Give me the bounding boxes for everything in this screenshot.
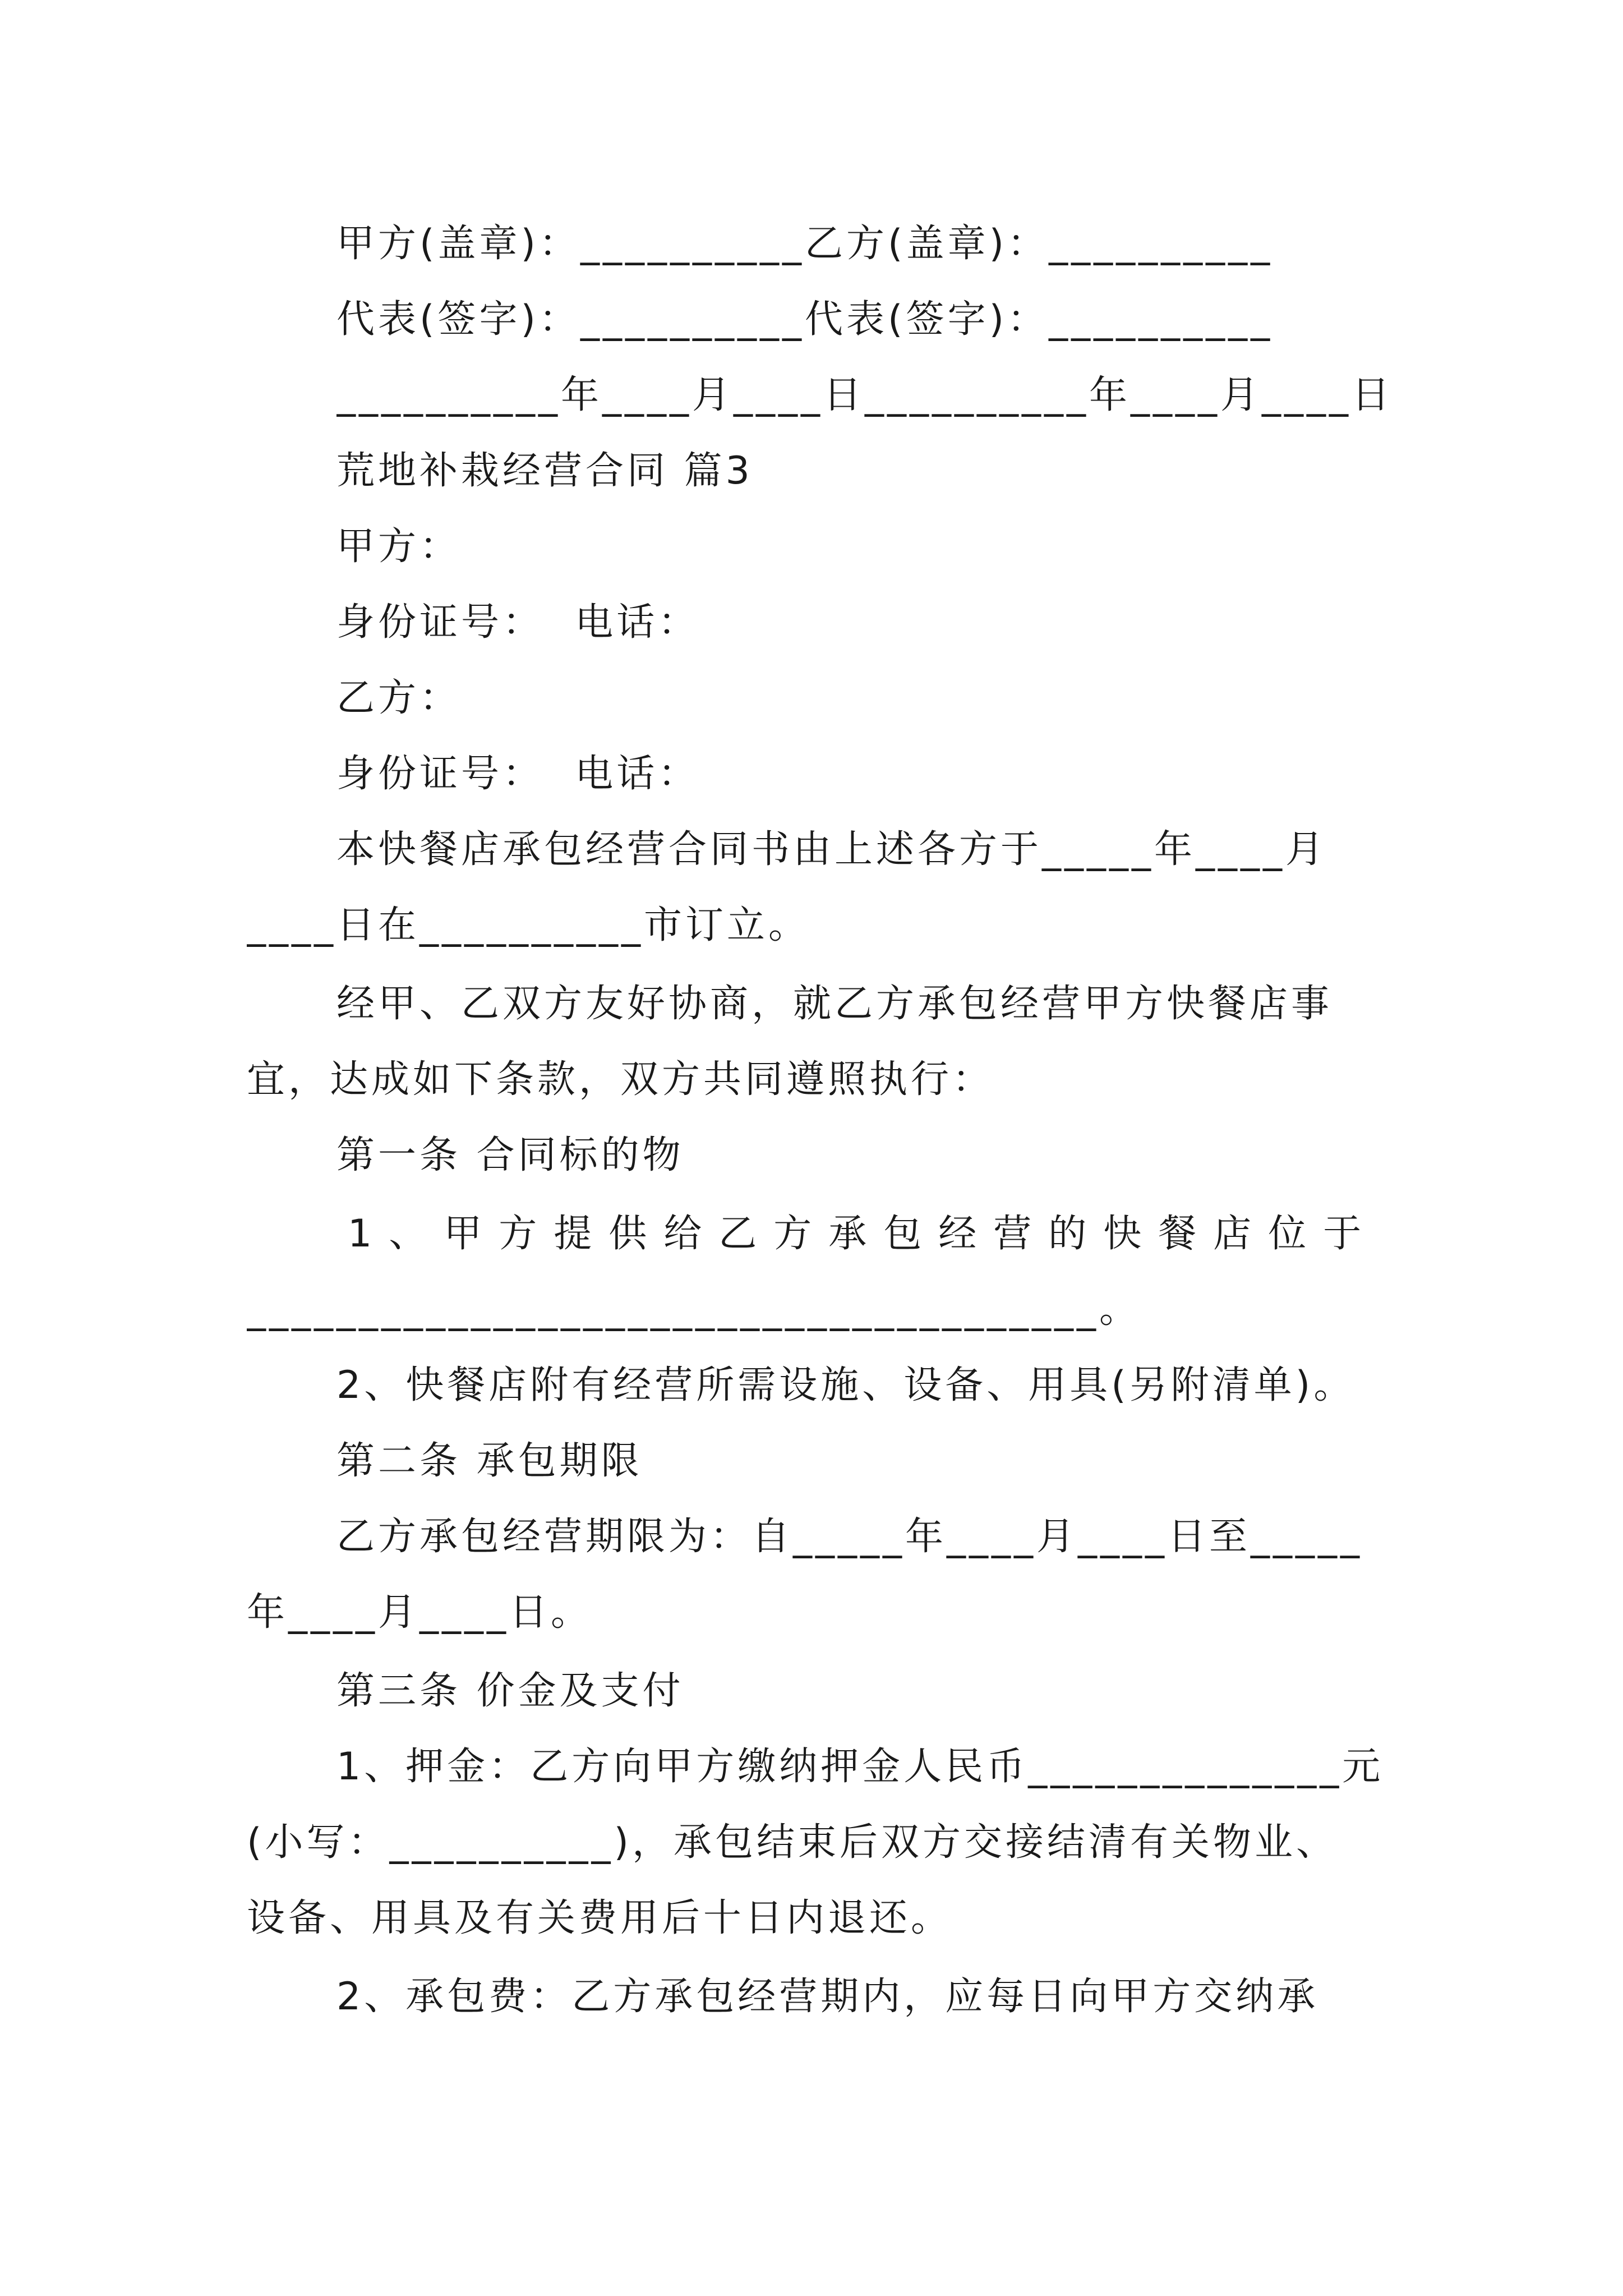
section-title: 荒地补栽经营合同 篇3 [336,449,753,493]
contract-intro-line-1: 本快餐店承包经营合同书由上述各方于_____年____月 [336,827,1327,872]
article-2-term-line-2: 年____月____日。 [247,1590,593,1635]
article-3-deposit-line-3: 设备、用具及有关费用后十日内退还。 [247,1896,953,1940]
negotiation-line-2: 宜，达成如下条款，双方共同遵照执行： [247,1057,994,1102]
contract-intro-line-2: ____日在__________市订立。 [247,903,810,947]
party-b-label: 乙方： [336,676,462,720]
negotiation-line-1: 经甲、乙双方友好协商，就乙方承包经营甲方快餐店事 [336,982,1333,1026]
article-1-item-1-line-2: ______________________________________。 [247,1287,1141,1332]
article-3-heading: 第三条 价金及支付 [336,1669,684,1713]
party-a-id-phone: 身份证号： 电话： [336,600,700,645]
article-3-deposit-line-1: 1、押金：乙方向甲方缴纳押金人民币______________元 [336,1745,1384,1789]
article-2-heading: 第二条 承包期限 [336,1439,643,1483]
article-2-term-line-1: 乙方承包经营期限为：自_____年____月____日至_____ [336,1515,1363,1559]
party-a-seal-line: 甲方(盖章)：__________乙方(盖章)：__________ [336,222,1274,266]
article-3-deposit-line-2: (小写：__________)，承包结束后双方交接结清有关物业、 [247,1820,1338,1865]
party-a-label: 甲方： [336,524,462,569]
article-1-heading: 第一条 合同标的物 [336,1133,684,1177]
party-b-id-phone: 身份证号： 电话： [336,752,700,796]
article-1-item-1-line-1: 1、甲方提供给乙方承包经营的快餐店位于 [348,1212,1378,1256]
article-3-fee-line-1: 2、承包费：乙方承包经营期内，应每日向甲方交纳承 [336,1975,1319,2019]
date-line: __________年____月____日__________年____月____日 [336,373,1394,417]
representative-sign-line: 代表(签字)：__________代表(签字)：__________ [336,297,1274,342]
article-1-item-2: 2、快餐店附有经营所需设施、设备、用具(另附清单)。 [336,1363,1355,1407]
